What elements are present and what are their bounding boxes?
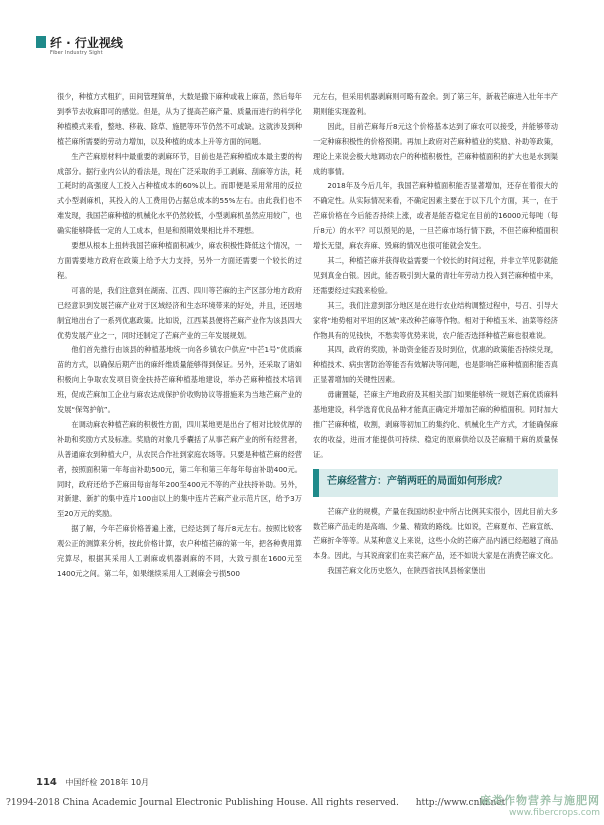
left-column <box>57 90 302 582</box>
section-heading: 芒麻经营方：产销两旺的局面如何形成？ <box>327 476 507 488</box>
watermark-title: 麻类作物营养与施肥网 <box>480 794 600 807</box>
watermark-url: www.fibercrops.com <box>509 808 600 818</box>
journal-name: 中国纤检 <box>65 778 98 787</box>
paragraph: 其四，政府的奖励，补助资金能否及时到位，优惠的政策能否持续兑现，种植技术、病虫害防治等能否有效解决等问题，也是影响芒麻种植面积能否真正显著增加的关键性因素。 <box>313 345 558 385</box>
paragraph: 很少，种植方式粗犷，田间管理简单，大数是撒下麻种或栽上麻苗，然后每年到季节去收麻即可的感觉。但是，从为了提高芒麻产量、质量而进行的科学化种植模式来看，整地、移栽、除草、施肥等环节仍然不可或缺。这就涉及到种植芒麻所需要的劳动力增加，以及种植的成本上升等方面的问题。 <box>57 92 302 146</box>
page-number: 114 <box>36 777 57 788</box>
header-title: 纤 · 行业视线 <box>50 36 123 50</box>
right-column <box>313 90 558 579</box>
paragraph: 我国芒麻文化历史悠久，在陕西省扶风县杨家堡出 <box>327 566 486 576</box>
paragraph: 要想从根本上扭转我国芒麻种植面积减少，麻农积极性降低这个情况，一方面需要地方政府在政策上给予大力支持，另外一方面还需要一个较长的过程。 <box>57 241 302 280</box>
paragraph: 2018年及今后几年，我国芒麻种植面积能否显著增加，还存在着很大的不确定性。从实际情况来看，不确定因素主要在于以下几个方面，其一，在于芒麻价格在今后能否持续上涨，或者是能否稳定在目前的16000元每吨（每斤8元）的水平？可以预见的是，一旦芒麻市场行情下跌，不但芒麻种植面积增长无望，麻农弃麻、毁麻的情况也很可能就会发生。 <box>313 181 558 251</box>
paragraph: 据了解，今年芒麻价格普遍上涨，已经达到了每斤8元左右。按照比较客观公正的测算来分析，按此价格计算，农户种植芒麻的第一年，把各种费用算完算尽，根据其采用人工剥麻或机器剥麻的不同，大致亏损在1600元至1400元之间。第二年，如果继续采用人工剥麻会亏损500 <box>57 524 302 578</box>
paragraph: 在调动麻农种植芒麻的积极性方面，四川某地更是出台了相对比较优厚的补助和奖励方式及标准。奖励的对象几乎囊括了从事芒麻产业的所有经营者，从普通麻农到种植大户，从农民合作社到家庭农场等。只要是种植芒麻的经营者，按照面积第一年每亩补助500元，第二年和第三年每年每亩补助400元。同时，政府还给予芒麻田每亩每年200至400元不等的产业扶持补助。另外，对新建、新扩的集中连片100亩以上的集中连片芒麻产业示范片区，给予3万至20万元的奖励。 <box>57 419 302 519</box>
section-accent-bar <box>313 469 319 497</box>
issue-date: 2018年 10月 <box>99 778 150 787</box>
paragraph: 生产芒麻原材料中最重要的剥麻环节，目前也是芒麻种植成本最主要的构成部分。据行业内公认的看法是，现在广泛采取的手工剥麻、刮麻等方法，耗工耗时的高强度人工投入占种植成本的60%以上。而即便是采用常用的反拉式小型剥麻机，其投入的人工费用仍占据总成本的55%左右。由此我们也不难发现，我国芒麻种植的机械化水平仍然较低，小型剥麻机虽然应用较广，也确实能够降低一定的人工成本，但是和预期效果相比并不理想。 <box>57 151 302 236</box>
section-logo-icon <box>36 36 46 48</box>
paragraph: 元左右，但采用机器剥麻则可略有盈余。到了第三年，新栽芒麻进入壮年丰产期则能实现盈利。 <box>313 92 558 116</box>
page-footer <box>36 777 149 788</box>
paragraph: 其三，我们注意到部分地区是在进行农业结构调整过程中，号召、引导大家将“地势相对平坦的区域”来改种芒麻等作物。相对于种植玉米、油菜等经济作物具有的见钱快，不愁卖等优势来说，农户能否选择种植芒麻也很难说。 <box>313 300 558 340</box>
paragraph: 芒麻产业的规模，产量在我国纺织业中所占比例其实很小，因此目前大多数芒麻产品走的是高端、少量、精致的路线。比如说，芒麻夏布、芒麻宣纸、芒麻折伞等等。从某种意义上来说，这些小众的芒麻产品内涵已经超越了商品本身。因此，与其说商家们在卖芒麻产品，还不如说大家是在消费芒麻文化。 <box>313 506 558 561</box>
paragraph: 毋庸置疑，芒麻主产地政府及其相关部门如果能够统一规划芒麻优质麻料基地建设，科学选育优良品种才能真正确定并增加芒麻的种植面积。同时加大推广芒麻种植，收割，剥麻等初加工的集约化、机械化生产方式，才能确保麻农的收益，进而才能提供可持续、稳定的原麻供给以及芒麻精干麻的质量保证。 <box>313 390 558 459</box>
copyright-line <box>6 798 505 808</box>
paragraph: 其二，种植芒麻并获得收益需要一个较长的时间过程，并非立竿见影就能见到真金白银。因此，能否吸引到大量的青壮年劳动力投入到芒麻种植中来，还需要经过实践来检验。 <box>313 255 558 295</box>
header-subtitle: Fiber Industry Sight <box>50 50 103 56</box>
section-heading-banner <box>313 469 558 497</box>
cnki-link[interactable]: http://www.cnki.net <box>415 798 506 808</box>
watermark <box>480 792 600 818</box>
paragraph: 可喜的是，我们注意到在湖南、江西、四川等芒麻的主产区部分地方政府已经意识到发展芒麻产业对于区域经济和生态环境带来的好处，并且，还因地制宜地出台了一系列优惠政策。比如说，江西某县便将芒麻产业作为该县四大优势发展产业之一，同时还制定了芒麻产业的三年发展规划。 <box>57 285 302 340</box>
paragraph: 因此，目前芒麻每斤8元这个价格基本达到了麻农可以接受，并能够带动一定种麻积极性的价格预期。再加上政府对芒麻种植业的奖励、补助等政策，理论上来说会极大地调动农户的种植积极性，芒麻种植面积的扩大也是水到渠成的事情。 <box>313 121 558 176</box>
copyright-text: ?1994-2018 China Academic Journal Electronic Publishing House. All rights reserved. <box>6 798 399 808</box>
paragraph: 他们首先推行由该县的种植基地统一向各乡镇农户供应“中芒1号”优质麻苗的方式，以确保后期产出的麻纤维质量能够得到保证。另外，还采取了诸如积极向上争取农发项目资金扶持芒麻种植基地建设，举办芒麻种植技术培训班，促成芒麻加工企业与麻农达成保护价收购协议等措施来为当地芒麻产业的发展“保驾护航”。 <box>57 345 302 415</box>
